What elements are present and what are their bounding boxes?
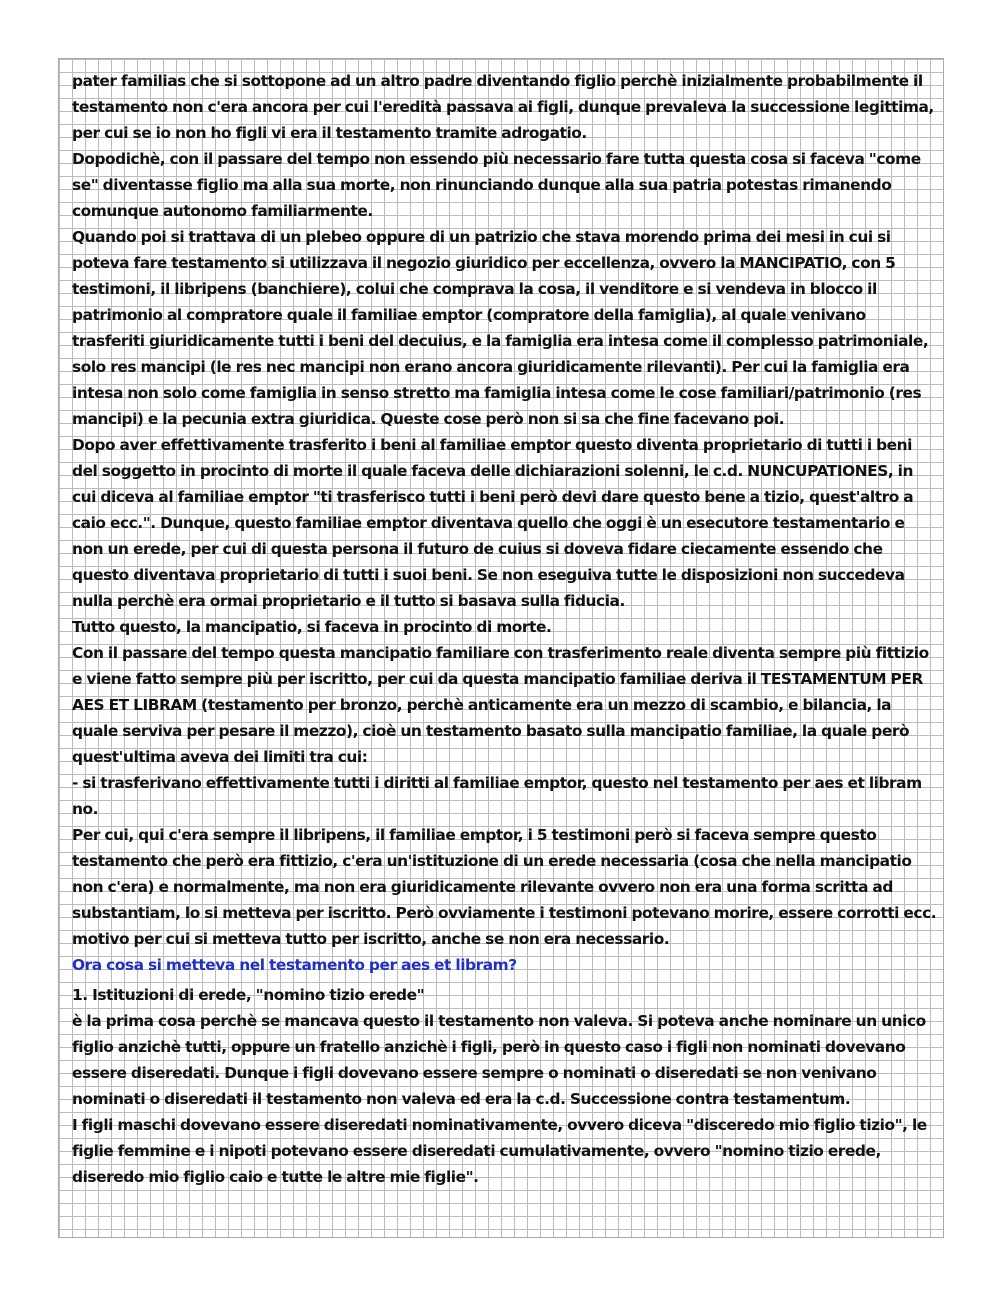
question-heading: Ora cosa si metteva nel testamento per aes et libram? <box>72 956 517 974</box>
paragraph-diseredati: è la prima cosa perchè se mancava questo il testamento non valeva. Si poteva anche nominare un unico figlio anzichè tutti, oppure un fratello anzichè i figli, però in questo caso i figli non nominati dovevano essere diseredati. Dunque i figli dovevano essere sempre o nominati o diseredati se non venivano nominati o diseredati il testamento non valeva ed era la c.d. Successione contra testamentum. <box>72 1012 926 1108</box>
paragraph-limite: - si trasferivano effettivamente tutti i diritti al familiae emptor, questo nel testamento per aes et libram no. <box>72 774 922 818</box>
paragraph-nuncupationes: Dopo aver effettivamente trasferito i beni al familiae emptor questo diventa proprietario di tutti i beni del soggetto in procinto di morte il quale faceva delle dichiarazioni solenni, le c.d. NUNCUPATIONES, in cui diceva al familiae emptor "ti trasferisco tutti i beni però devi dare questo bene a tizio, quest'altro a caio ecc.". Dunque, questo familiae emptor diventava quello che oggi è un esecutore testamentario e non un erede, per cui di questa persona il futuro de cuius si doveva fidare ciecamente essendo che questo diventava proprietario di tutti i suoi beni. Se non eseguiva tutte le disposizioni non succedeva nulla perchè era ormai proprietario e il tutto si basava sulla fiducia. <box>72 436 914 610</box>
paragraph-libripens: Per cui, qui c'era sempre il libripens, il familiae emptor, i 5 testimoni però si faceva sempre questo testamento che però era fittizio, c'era un'istituzione di un erede necessaria (cosa che nella mancipatio non c'era) e normalmente, ma non era giuridicamente rilevante ovvero non era una forma scritta ad substantiam, lo si metteva per iscritto. Però ovviamente i testimoni potevano morire, essere corrotti ecc. motivo per cui si metteva tutto per iscritto, anche se non era necessario. <box>72 826 937 948</box>
paragraph-figli-maschi: I figli maschi dovevano essere diseredati nominativamente, ovvero diceva "disceredo mio figlio tizio", le figlie femmine e i nipoti potevano essere diseredati cumulativamente, ovvero "nomino tizio erede, diseredo mio figlio caio e tutte le altre mie figlie". <box>72 1116 927 1186</box>
list-item-istituzioni-di-erede: 1. Istituzioni di erede, "nomino tizio erede" <box>72 986 425 1004</box>
paragraph-testamentum-per-aes: Con il passare del tempo questa mancipatio familiare con trasferimento reale diventa sempre più fittizio e viene fatto sempre più per iscritto, per cui da questa mancipatio familiae deriva il TESTAMENTUM PER AES ET LIBRAM (testamento per bronzo, perchè anticamente era un mezzo di scambio, e bilancia, la quale serviva per pesare il mezzo), cioè un testamento basato sulla mancipatio familiae, la quale però quest'ultima aveva dei limiti tra cui: <box>72 644 929 766</box>
paragraph-come-se: Dopodichè, con il passare del tempo non essendo più necessario fare tutta questa cosa si faceva "come se" diventasse figlio ma alla sua morte, non rinunciando dunque alla sua patria potestas rimanendo comunque autonomo familiarmente. <box>72 150 921 220</box>
paragraph-procinto-di-morte: Tutto questo, la mancipatio, si faceva in procinto di morte. <box>72 618 552 636</box>
paragraph-adrogatio: pater familias che si sottopone ad un altro padre diventando figlio perchè inizialmente probabilmente il testamento non c'era ancora per cui l'eredità passava ai figli, dunque prevaleva la successione legittima, per cui se io non ho figli vi era il testamento tramite adrogatio. <box>72 72 934 142</box>
notes-text-body <box>72 68 938 1190</box>
paragraph-mancipatio: Quando poi si trattava di un plebeo oppure di un patrizio che stava morendo prima dei mesi in cui si poteva fare testamento si utilizzava il negozio giuridico per eccellenza, ovvero la MANCIPATIO, con 5 testimoni, il libripens (banchiere), colui che comprava la cosa, il venditore e si vendeva in blocco il patrimonio al compratore quale il familiae emptor (compratore della famiglia), al quale venivano trasferiti giuridicamente tutti i beni del decuius, e la famiglia era intesa come il complesso patrimoniale, solo res mancipi (le res nec mancipi non erano ancora giuridicamente rilevanti). Per cui la famiglia era intesa non solo come famiglia in senso stretto ma famiglia intesa come le cose familiari/patrimonio (res mancipi) e la pecunia extra giuridica. Queste cose però non si sa che fine facevano poi. <box>72 228 929 428</box>
